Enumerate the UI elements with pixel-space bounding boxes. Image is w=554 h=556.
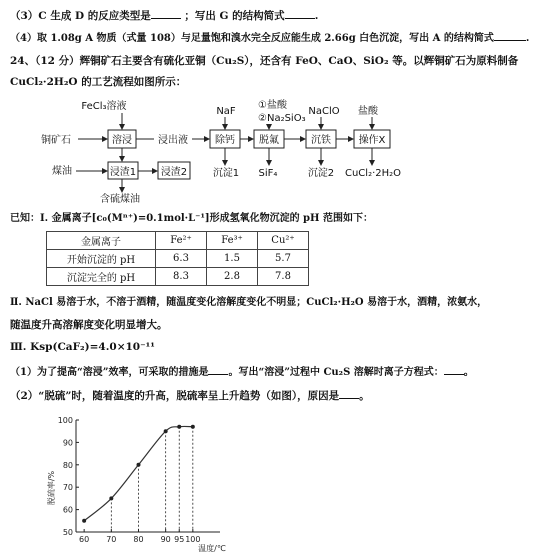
x-tick-label: 60	[79, 535, 90, 544]
answer-blank	[285, 8, 315, 19]
table-cell: 5.7	[258, 250, 309, 268]
table-cell: 1.5	[207, 250, 258, 268]
answer-blank	[444, 364, 464, 375]
answer-blank	[339, 388, 359, 399]
table-header: Cu²⁺	[258, 232, 309, 250]
svg-text:操作X: 操作X	[358, 135, 386, 146]
table-header: Fe²⁺	[156, 232, 207, 250]
question-2: （2）“脱硫”时，随着温度的升高，脱硫率呈上升趋势（如图），原因是 。	[10, 390, 370, 402]
svg-text:沉铁: 沉铁	[311, 135, 331, 146]
data-point	[191, 425, 195, 429]
desulfurization-chart	[40, 410, 240, 554]
process-flow-diagram	[0, 96, 554, 208]
svg-text:浸渣1: 浸渣1	[109, 167, 137, 178]
y-tick-label: 50	[62, 528, 73, 537]
data-point	[109, 496, 113, 500]
table-cell: 7.8	[258, 268, 309, 286]
data-point	[177, 425, 181, 429]
answer-blank	[208, 364, 228, 375]
question-4: （4）取 1.08g A 物质（式量 108）与足量饱和溴水完全反应能生成 2.66g 白色沉淀，写出 A 的结构简式 .	[10, 30, 529, 46]
y-tick-label: 60	[62, 505, 73, 515]
table-cell: 开始沉淀的 pH	[47, 250, 156, 268]
label-product: CuCl₂·2H₂O	[344, 168, 402, 179]
label-kerosene: 煤油	[52, 166, 72, 177]
table-header-row	[47, 232, 309, 250]
known-ii-line1: Ⅱ. NaCl 易溶于水，不溶于酒精，随温度变化溶解度变化不明显；CuCl₂·H₂O 易溶于水，酒精，浓氨水，	[10, 297, 488, 308]
reagent-naclo: NaClO	[308, 106, 340, 117]
known-i: 已知：Ⅰ. 金属离子[c₀(Mⁿ⁺)=0.1mol·L⁻¹]形成氢氧化物沉淀的 pH 范围如下：	[10, 213, 373, 224]
table-cell: 2.8	[207, 268, 258, 286]
y-axis-label: 脱硫率/%	[47, 470, 56, 506]
data-point	[164, 429, 168, 433]
data-point	[136, 463, 140, 467]
reagent-hcl-1: ①盐酸	[258, 100, 287, 111]
table-row	[47, 250, 309, 268]
y-tick-label: 70	[62, 483, 73, 493]
label-ppt1: 沉淀1	[212, 168, 240, 179]
svg-text:浸渣2: 浸渣2	[160, 167, 188, 178]
svg-text:溶浸: 溶浸	[112, 135, 132, 146]
reagent-hcl-2: 盐酸	[358, 106, 378, 117]
known-ii-line2: 随温度升高溶解度变化明显增大。	[10, 319, 168, 331]
x-tick-label: 100	[185, 535, 201, 544]
label-leachate: 浸出液	[158, 135, 188, 146]
y-tick-label: 100	[57, 416, 73, 425]
reagent-naf: NaF	[216, 106, 236, 117]
reagent-fecl3: FeCl₃溶液	[81, 101, 127, 112]
x-tick-label: 90	[160, 535, 171, 544]
ph-table	[46, 231, 309, 286]
x-tick-label: 80	[133, 535, 144, 544]
data-point	[82, 519, 86, 523]
label-sulfur-kerosene: 含硫煤油	[100, 194, 140, 205]
table-cell: 沉淀完全的 pH	[47, 268, 156, 286]
question-24-line2: CuCl₂·2H₂O 的工艺流程如图所示：	[10, 76, 187, 88]
question-1: （1）为了提高“溶浸”效率，可采取的措施是 。写出“溶浸”过程中 Cu₂S 溶解时离子方程式： 。	[10, 364, 474, 380]
x-axis-label: 温度/℃	[198, 544, 226, 553]
x-tick-label: 95	[174, 535, 185, 544]
table-row	[47, 268, 309, 286]
table-header: Fe³⁺	[207, 232, 258, 250]
y-tick-label: 90	[62, 438, 73, 448]
reagent-na2sio3: ②Na₂SiO₃	[258, 113, 306, 124]
question-3: （3）C 生成 D 的反应类型是 ；写出 G 的结构简式 .	[10, 10, 319, 22]
table-cell: 6.3	[156, 250, 207, 268]
answer-blank	[151, 8, 181, 19]
label-ore: 铜矿石	[41, 135, 71, 146]
question-24-line1: 24、（12 分）辉铜矿石主要含有硫化亚铜（Cu₂S），还含有 FeO、CaO、SiO₂ 等。以辉铜矿石为原料制备	[10, 55, 519, 67]
table-cell: 8.3	[156, 268, 207, 286]
label-ppt2: 沉淀2	[307, 168, 335, 179]
y-tick-label: 80	[62, 460, 73, 470]
label-sif4: SiF₄	[258, 168, 278, 179]
svg-text:脱氟: 脱氟	[259, 135, 279, 146]
known-iii: Ⅲ. Ksp(CaF₂)=4.0×10⁻¹¹	[10, 341, 155, 353]
table-header: 金属离子	[47, 232, 156, 250]
svg-text:除钙: 除钙	[215, 135, 235, 146]
answer-blank	[494, 30, 526, 41]
x-tick-label: 70	[106, 535, 117, 544]
